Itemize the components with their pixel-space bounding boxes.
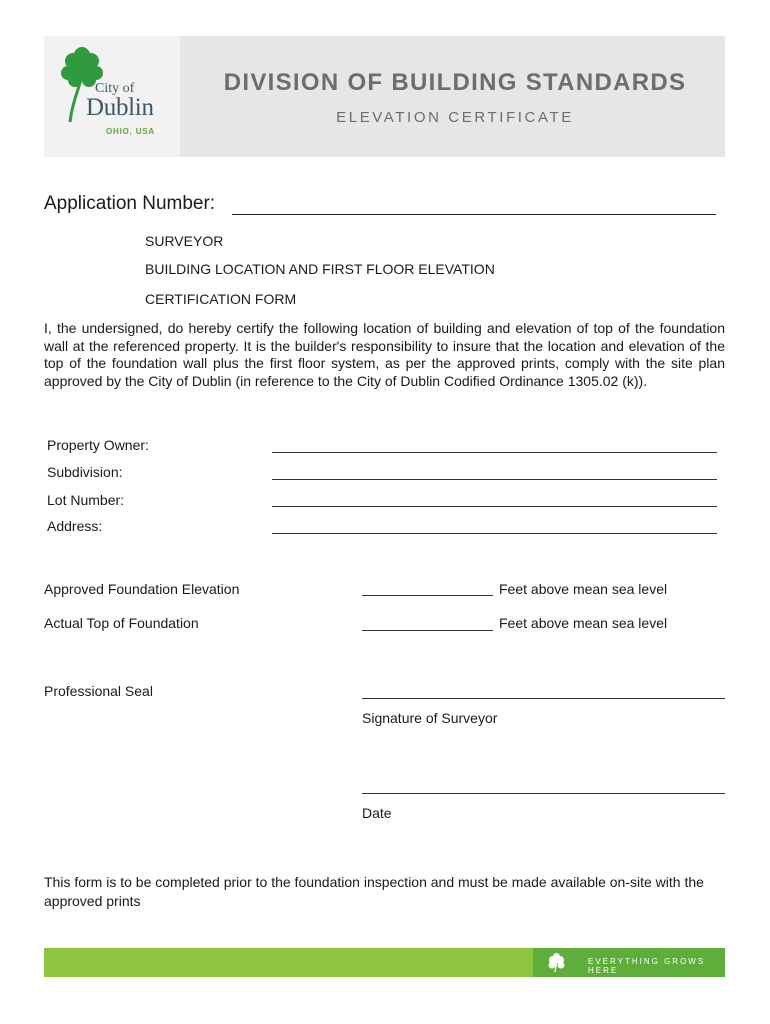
footer-note: This form is to be completed prior to the foundation inspection and must be made available on-site with the approved prints: [44, 874, 704, 909]
property-owner-label: Property Owner:: [47, 437, 149, 453]
division-title: DIVISION OF BUILDING STANDARDS: [223, 69, 687, 96]
heading-line-2: BUILDING LOCATION AND FIRST FLOOR ELEVATION: [145, 261, 495, 277]
logo-city-text: City of: [95, 81, 135, 96]
heading-line-1: SURVEYOR: [145, 233, 224, 249]
certification-paragraph: I, the undersigned, do hereby certify the following location of building and elevation of top of the foundation wall at the referenced property. It is the builder's responsibility to insure that the location and elevation of the top of the foundation wall plus the first floor system, as per the approved prints, comply with the site plan approved by the City of Dublin (in reference to the City of Dublin Codified Ordinance 1305.02 (k)).: [44, 320, 725, 389]
logo-dublin-text: Dublin: [86, 94, 154, 121]
application-number-label: Application Number:: [44, 193, 216, 214]
property-owner-field[interactable]: [272, 451, 717, 453]
approved-elevation-label: Approved Foundation Elevation: [44, 581, 240, 597]
certificate-subtitle: ELEVATION CERTIFICATE: [336, 109, 574, 126]
footer-tagline: EVERYTHING GROWS HERE: [588, 957, 706, 975]
logo-state-text: OHIO, USA: [106, 127, 155, 136]
address-field[interactable]: [272, 532, 717, 534]
footer-bar: [44, 948, 725, 977]
date-field[interactable]: [362, 792, 725, 794]
shamrock-small-icon: [546, 953, 568, 973]
actual-foundation-label: Actual Top of Foundation: [44, 615, 199, 631]
signature-label: Signature of Surveyor: [362, 710, 498, 726]
date-label: Date: [362, 805, 392, 821]
subdivision-field[interactable]: [272, 478, 717, 480]
footer-tag: [533, 948, 725, 977]
heading-line-3: CERTIFICATION FORM: [145, 291, 297, 307]
actual-foundation-unit: Feet above mean sea level: [499, 615, 668, 631]
address-label: Address:: [47, 518, 103, 534]
actual-foundation-field[interactable]: [362, 629, 493, 631]
subdivision-label: Subdivision:: [47, 464, 123, 480]
page-header: [44, 36, 725, 157]
surveyor-signature-field[interactable]: [362, 697, 725, 699]
application-number-field[interactable]: [232, 213, 716, 215]
professional-seal-label: Professional Seal: [44, 683, 153, 699]
lot-number-field[interactable]: [272, 505, 717, 507]
approved-elevation-field[interactable]: [362, 594, 493, 596]
lot-number-label: Lot Number:: [47, 492, 125, 508]
city-logo: [44, 36, 180, 157]
approved-elevation-unit: Feet above mean sea level: [499, 581, 668, 597]
